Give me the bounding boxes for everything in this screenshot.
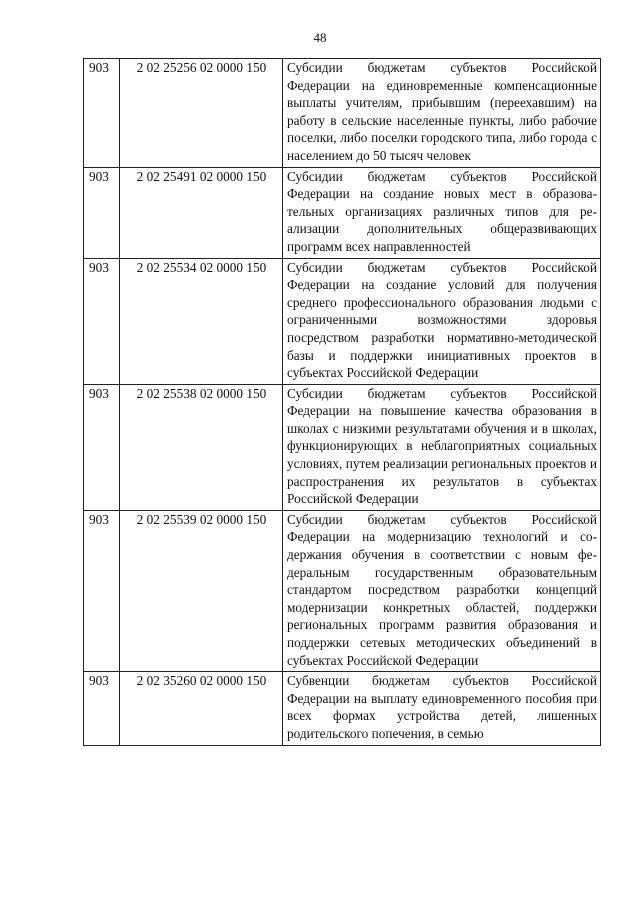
budget-code-cell: 2 02 25539 02 0000 150 — [120, 510, 283, 671]
table-row — [84, 59, 601, 168]
description-cell: Субсидии бюджетам субъектов Российской Федерации на повышение качества образования в школах с низкими результатами обучения и в школах, функционирующих в неблагоприятных социальных условиях, путем реализации региональных проектов и распространения их результатов в субъектах Российской Федерации — [283, 384, 601, 510]
budget-code-cell: 2 02 25534 02 0000 150 — [120, 258, 283, 384]
budget-code-cell: 2 02 25491 02 0000 150 — [120, 167, 283, 258]
description-cell: Субсидии бюджетам субъектов Российской Федерации на создание условий для получения среднего профессионального образования людьми с ограниченными возможностями здоровья посредством разработки нормативно-методической базы и поддержки инициативных проектов в субъектах Российской Федерации — [283, 258, 601, 384]
description-cell: Субсидии бюджетам субъектов Российской Федерации на модернизацию технологий и содержания обучения в соответствии с новым федеральным государственным образовательным стандартом посредством разработки концепций модернизации конкретных областей, поддержки региональных программ развития образования и поддержки сетевых методических объединений в субъектах Российской Федерации — [283, 510, 601, 671]
table-row — [84, 167, 601, 258]
admin-code-cell: 903 — [84, 258, 120, 384]
table-row — [84, 384, 601, 510]
page-number: 48 — [313, 30, 327, 45]
description-cell: Субсидии бюджетам субъектов Российской Федерации на создание новых мест в образовательных организациях различных типов для реализации дополнительных общеразвивающих программ всех направленностей — [283, 167, 601, 258]
budget-code-cell: 2 02 25256 02 0000 150 — [120, 59, 283, 168]
table-row — [84, 672, 601, 745]
budget-codes-table — [83, 58, 601, 746]
admin-code-cell: 903 — [84, 59, 120, 168]
admin-code-cell: 903 — [84, 167, 120, 258]
description-cell: Субвенции бюджетам субъектов Российской Федерации на выплату единовременного пособия при всех формах устройства детей, лишенных родительского попечения, в семью — [283, 672, 601, 745]
admin-code-cell: 903 — [84, 384, 120, 510]
description-cell: Субсидии бюджетам субъектов Российской Федерации на единовременные компенсационные выплаты учителям, прибывшим (переехавшим) на работу в сельские населенные пункты, либо рабочие поселки, либо поселки городского типа, либо города с населением до 50 тысяч человек — [283, 59, 601, 168]
budget-code-cell: 2 02 25538 02 0000 150 — [120, 384, 283, 510]
table-row — [84, 258, 601, 384]
admin-code-cell: 903 — [84, 672, 120, 745]
admin-code-cell: 903 — [84, 510, 120, 671]
table-row — [84, 510, 601, 671]
budget-code-cell: 2 02 35260 02 0000 150 — [120, 672, 283, 745]
